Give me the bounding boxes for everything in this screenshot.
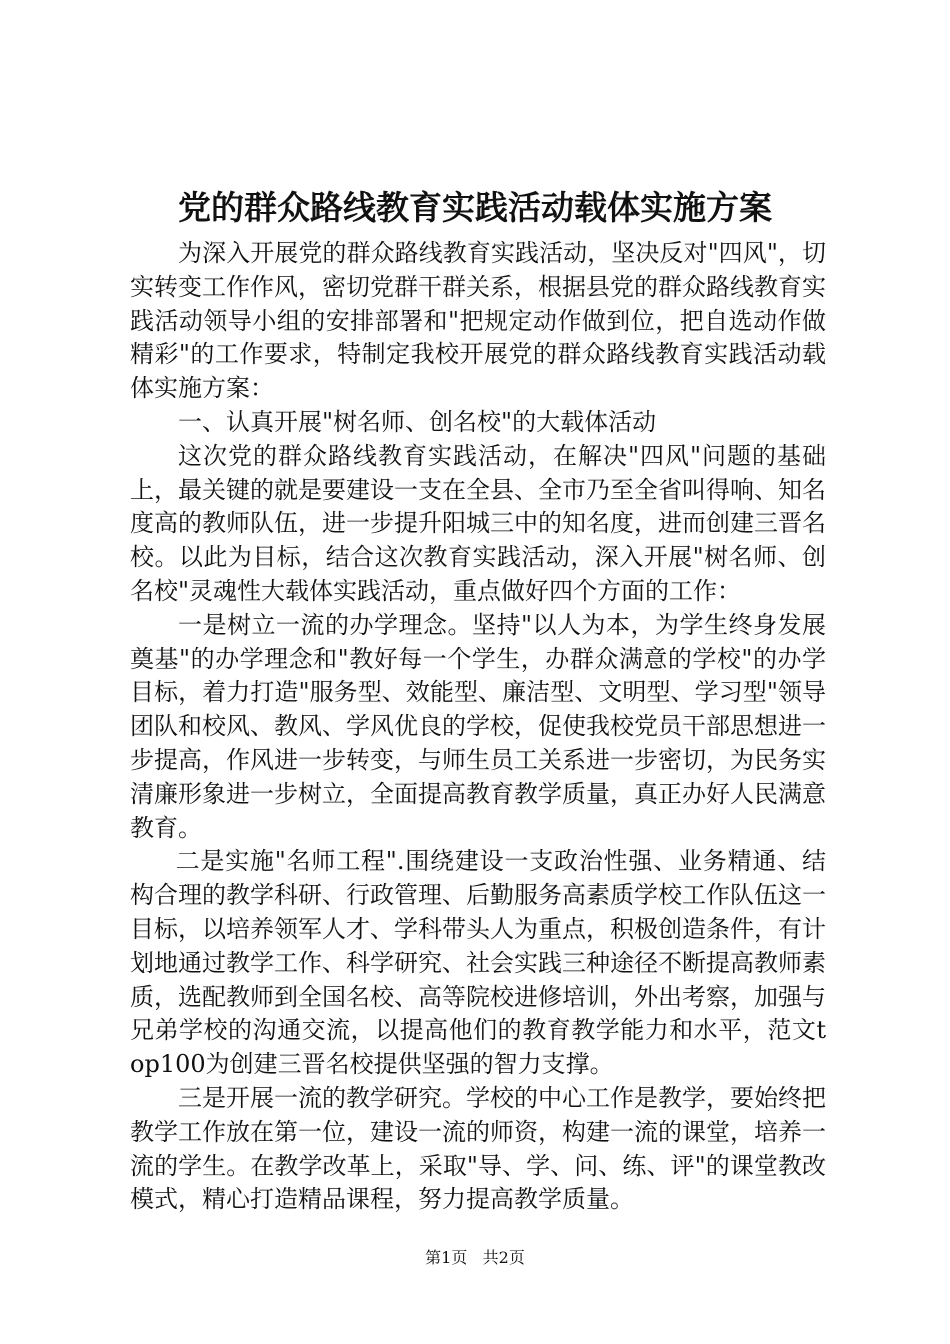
document-title: 党的群众路线教育实践活动载体实施方案: [178, 188, 772, 227]
paragraph-section-1: 这次党的群众路线教育实践活动，在解决"四风"问题的基础上，最关键的就是要建设一支在全县、全市乃至全省叫得响、知名度高的教师队伍，进一步提升阳城三中的知名度，进而创建三晋名校。以此为目标，结合这次教育实践活动，深入开展"树名师、创名校"灵魂性大载体实践活动，重点做好四个方面的工作：: [130, 441, 826, 605]
section-heading-1: 一、认真开展"树名师、创名校"的大载体活动: [178, 407, 657, 436]
page-footer: [0, 1248, 950, 1268]
page-separator: [472, 1248, 477, 1268]
page-total: 共2页: [482, 1248, 525, 1267]
paragraph-intro: 为深入开展党的群众路线教育实践活动，坚决反对"四风"，切实转变工作作风，密切党群干群关系，根据县党的群众路线教育实践活动领导小组的安排部署和"把规定动作做到位，把自选动作做精彩"的工作要求，特制定我校开展党的群众路线教育实践活动载体实施方案：: [130, 239, 826, 403]
document-body: [130, 237, 826, 1217]
paragraph-item-2: 二是实施"名师工程".围绕建设一支政治性强、业务精通、结构合理的教学科研、行政管理、后勤服务高素质学校工作队伍这一目标，以培养领军人才、学科带头人为重点，积极创造条件，有计划地通过教学工作、科学研究、社会实践三种途径不断提高教师素质，选配教师到全国名校、高等院校进修培训，外出考察，加强与兄弟学校的沟通交流，以提高他们的教育教学能力和水平，范文top100为创建三晋名校提供坚强的智力支撑。: [130, 847, 826, 1079]
paragraph-item-3: 三是开展一流的教学研究。学校的中心工作是教学，要始终把教学工作放在第一位，建设一流的师资，构建一流的课堂，培养一流的学生。在教学改革上，采取"导、学、问、练、评"的课堂教改模式，精心打造精品课程，努力提高教学质量。: [130, 1083, 826, 1214]
page-number: 第1页: [425, 1248, 468, 1267]
paragraph-item-1: 一是树立一流的办学理念。坚持"以人为本，为学生终身发展奠基"的办学理念和"教好每一个学生，办群众满意的学校"的办学目标，着力打造"服务型、效能型、廉洁型、文明型、学习型"领导团队和校风、教风、学风优良的学校，促使我校党员干部思想进一步提高，作风进一步转变，与师生员工关系进一步密切，为民务实清廉形象进一步树立，全面提高教育教学质量，真正办好人民满意教育。: [130, 610, 826, 842]
